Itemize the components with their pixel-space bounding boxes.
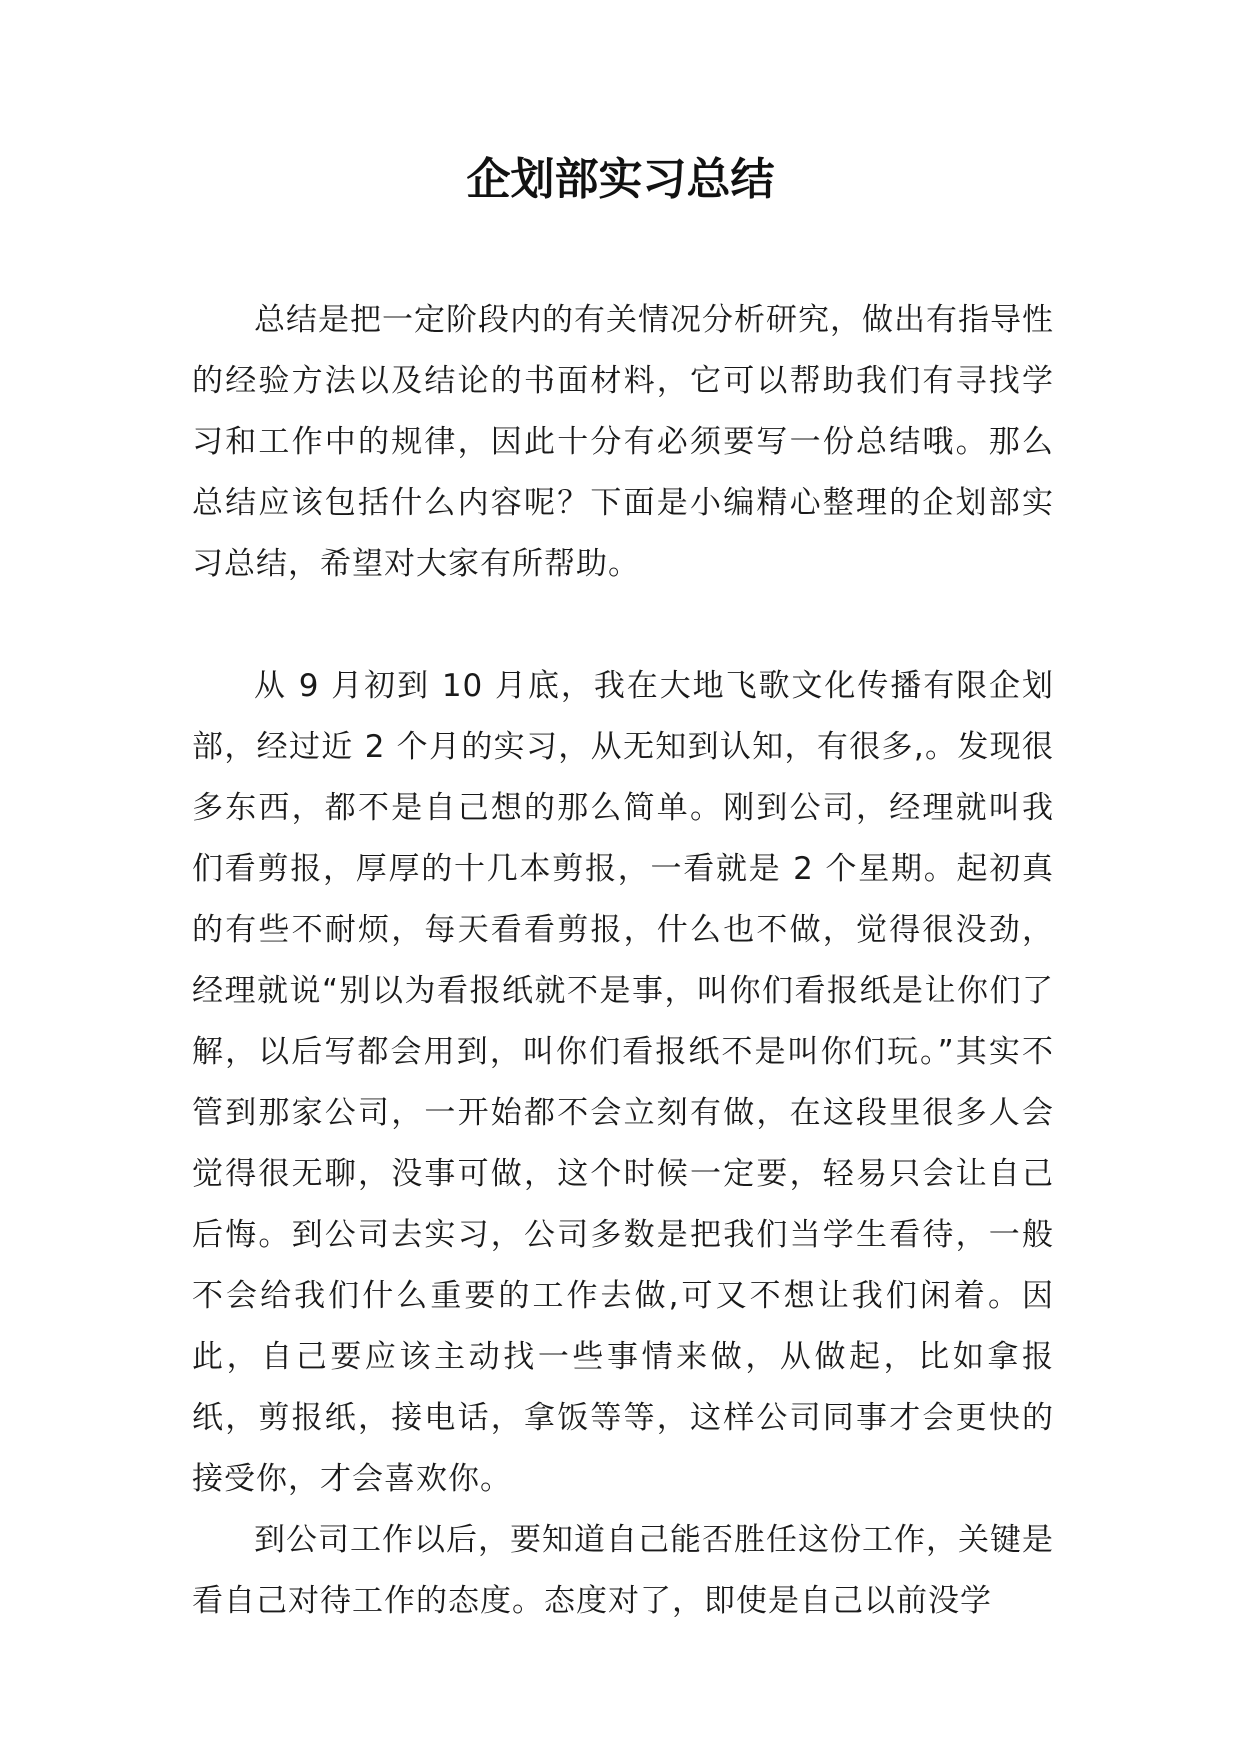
paragraph-intro: 总结是把一定阶段内的有关情况分析研究，做出有指导性的经验方法以及结论的书面材料，它可以帮助我们有寻找学习和工作中的规律，因此十分有必须要写一份总结哦。那么总结应该包括什么内容呢？下面是小编精心整理的企划部实习总结，希望对大家有所帮助。: [192, 302, 1054, 582]
document-body: [192, 290, 1054, 1632]
paragraph-internship-start: 从 9 月初到 10 月底，我在大地飞歌文化传播有限企划部，经过近 2 个月的实习，从无知到认知，有很多,。发现很多东西，都不是自己想的那么简单。刚到公司，经理就叫我们看剪报，厚厚的十几本剪报，一看就是 2 个星期。起初真的有些不耐烦，每天看看剪报，什么也不做，觉得很没劲，经理就说“别以为看报纸就不是事，叫你们看报纸是让你们了解，以后写都会用到，叫你们看报纸不是叫你们玩。”其实不管到那家公司，一开始都不会立刻有做，在这段里很多人会觉得很无聊，没事可做，这个时候一定要，轻易只会让自己后悔。到公司去实习，公司多数是把我们当学生看待，一般不会给我们什么重要的工作去做,可又不想让我们闲着。因此，自己要应该主动找一些事情来做，从做起，比如拿报纸，剪报纸，接电话，拿饭等等，这样公司同事才会更快的接受你，才会喜欢你。: [192, 668, 1054, 1497]
paragraph-work-attitude: 到公司工作以后，要知道自己能否胜任这份工作，关键是看自己对待工作的态度。态度对了，即使是自己以前没学: [192, 1522, 1054, 1619]
document-title: 企划部实习总结: [466, 154, 775, 205]
